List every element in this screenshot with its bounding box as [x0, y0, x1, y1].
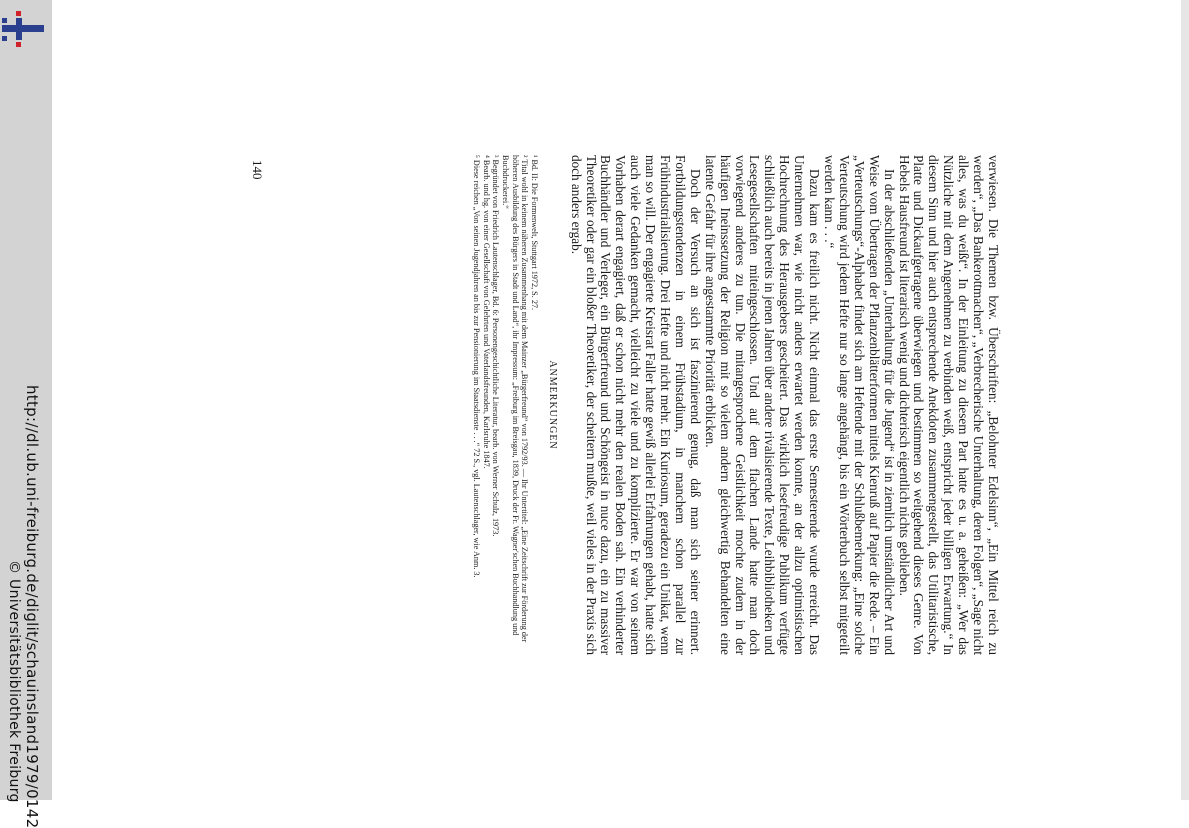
footnote: ⁴ Bearb. und hg. von einer Gesellschaft von Gelehrten und Vaterlandsfreunden, Karlsruhe 1847.: [481, 155, 491, 469]
scanned-page: [472, 155, 1001, 655]
footnote: ⁵ Diese reichen „Von seinen Jugendjahren an bis zur Pensionierung im Staatsdienste . . .“ 72 S., vgl. Lautenschlager, wie Anm. 3.: [472, 155, 482, 578]
footnote: ² Tital wohl in keinem näheren Zusammenhang mit dem Mainzer „Bürgerfreund“ von 1792/93. — Ihr Untertitel: „Eine Zeitschrift zur Förderung der höheren Ausbildung des Bürgers in Stadt und Land“, ihr Impressum: „Freiburg im Breisgau, 1839, Druck der Fr. Wagner'schen Buchhandlung und Buchdruckerei.“: [500, 155, 530, 643]
viewer-sidebar: [0, 0, 52, 828]
copyright-notice: © Universitätsbibliothek Freiburg: [6, 560, 22, 803]
body-paragraph: verwiesen. Die Themen bzw. Überschriften: „Belohnter Edelsinn“, „Ein Mittel reich zu werden“, „Das Bankerottmachen“, „Verbrecherische Unterhaltung, deren Folgen“, „Sage nicht alles, was du weißt“. In der Einleitung zu diesem Part hatte es u. a. geheißen: „Wer das Nützliche mit dem Angenehmen zu verbinden weiß, entspricht jeder billigen Erwartung.“ In diesem Sinn und hier auch entsprechende Anekdoten zusammengestellt, das Utilitaristische, Platte und Dickaufgetragene überwiegen und bestimmen so weitgehend dieses Genre. Von Hebels Hausfreund ist literarisch wenig und dichterisch eigentlich nichts geblieben.: [896, 155, 1001, 655]
footnote: ³ Begründet von Friedrich Lautenschlager, Bd. 6: Personengeschichtliche Literatur, bearb. von Werner Schulz, 1973.: [491, 155, 501, 537]
library-logo-icon: [2, 8, 44, 48]
body-paragraph: Doch der Versuch an sich ist faszinierend genug, daß man sich seiner erinnert. Fortbildungstendenzen in einem Frühstadium, in manchem schon parallel zur Frühindustrialisierung. Drei Hefte und nicht mehr. Ein Kuriosum, geradezu ein Unikat, wenn man so will. Der engagierte Kreisrat Faller hatte gewiß allerlei Erfahrungen gehabt, hatte sich auch viele Gedanken gemacht, vielleicht zu viele und zu komplizierte. Er war von seinem Vorhaben derart engagiert, daß er schon nicht mehr den realen Boden sah. Ein verhinderter Buchhändler und Verleger, ein Bürgerfreund und Schöngeist in nuce dazu, ein zu massiver Theoretiker oder gar ein bloßer Theoretiker, der scheitern mußte, weil vieles in der Praxis sich doch anders ergab.: [568, 155, 703, 655]
notes-heading: ANMERKUNGEN: [546, 360, 558, 450]
right-scroll-edge: [1181, 0, 1189, 800]
body-paragraph: Dazu kam es freilich nicht. Nicht einmal das erste Semesterende wurde erreicht. Das Unternehmen war, wie nicht anders erwartet werden konnte, an der allzu optimistischen Hochrechnung des Herausgebers gescheitert. Das wirklich lesefreudige Publikum verfügte schließlich auch bereits in jenen Jahren über andere rivalisierende Texte, Leihbibliotheken und Lesegesellschaften miteingeschlossen. Und auf dem flachen Lande hatte man doch vorwiegend anderes zu tun. Die mitangesprochene Geistlichkeit mochte zudem in der häufigen Ineinssetzung der Religion mit so vielem andern gleichwertig Behandelten eine latente Gefahr für ihre angestammte Priorität erblicken.: [702, 155, 823, 655]
body-paragraph: In der abschließenden „Unterhaltung für die Jugend“ ist in ziemlich umständlicher Art und Weise vom Übertragen der Pflanzenblätterformen mittels Kienruß auf Papier die Rede. – Ein „Verteutschungs“-Alphabet findet sich am Heftende mit der Schlußbemerkung: „Eine solche Verteutschung wird jedem Hefte nur so lange angehängt, bis ein Wörterbuch selbst mitgeteilt werden kann . . .“: [822, 155, 897, 655]
footnote: ¹ Bd. II: Die Formenwelt, Stuttgart 1972, S. 27.: [529, 155, 539, 311]
document-url-link[interactable]: http://dl.ub.uni-freiburg.de/diglit/schauinsland1979/0142: [23, 385, 41, 828]
page-number: 140: [250, 160, 265, 180]
